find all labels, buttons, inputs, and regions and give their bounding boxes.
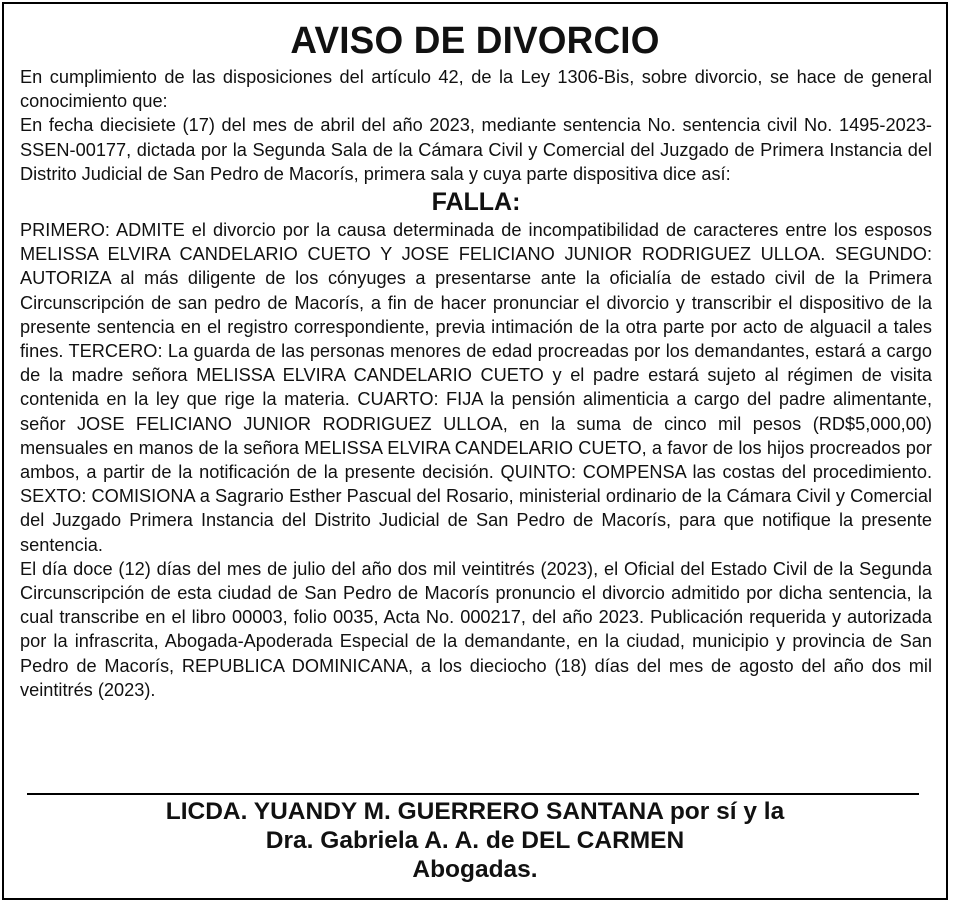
falla-heading: FALLA: [431, 188, 521, 217]
sentence-paragraph: En fecha diecisiete (17) del mes de abril del año 2023, mediante sentencia No. sentencia civil No. 1495-2023-SSEN-00177, dictada por la Segunda Sala de la Cámara Civil y Comercial del Juzgado de Primera Instancia del Distrito Judicial de San Pedro de Macorís, primera sala y cuya parte dispositiva dice así: [20, 115, 932, 184]
closing-paragraph: El día doce (12) días del mes de julio del año dos mil veintitrés (2023), el Oficial del Estado Civil de la Segunda Circunscripción de esta ciudad de San Pedro de Macorís pronuncio el divorcio admitido por dicha sentencia, la cual transcribe en el libro 00003, folio 0035, Acta No. 000217, del año 2023. Publicación requerida y autorizada por la infrascrita, Abogada-Apoderada Especial de la demandante, en la ciudad, municipio y provincia de San Pedro de Macorís, REPUBLICA DOMINICANA, a los dieciocho (18) días del mes de agosto del año dos mil veintitrés (2023). [20, 558, 932, 700]
signature-line [27, 793, 919, 795]
signature-line-3: Abogadas. [412, 856, 538, 883]
intro-paragraph: En cumplimiento de las disposiciones del artículo 42, de la Ley 1306-Bis, sobre divorcio, se hace de general conocimiento que: [20, 67, 932, 112]
signature-block [0, 797, 950, 884]
notice-body [20, 65, 932, 702]
signature-line-1: LICDA. YUANDY M. GUERRERO SANTANA por sí y la [165, 798, 785, 825]
notice-title: AVISO DE DIVORCIO [290, 20, 660, 62]
falla-paragraph: PRIMERO: ADMITE el divorcio por la causa determinada de incompatibilidad de caracteres entre los esposos MELISSA ELVIRA CANDELARIO CUETO Y JOSE FELICIANO JUNIOR RODRIGUEZ ULLOA. SEGUNDO: AUTORIZA al más diligente de los cónyuges a presentarse ante la oficialía de estado civil de la Primera Circunscripción de san pedro de Macorís, a fin de hacer pronunciar el divorcio y transcribir el dispositivo de la presente sentencia en el registro correspondiente, previa intimación de la otra parte por acto de alguacil a tales fines. TERCERO: La guarda de las personas menores de edad procreadas por los demandantes, estará a cargo de la madre señora MELISSA ELVIRA CANDELARIO CUETO y el padre estará sujeto al régimen de visita contenida en la ley que rige la materia. CUARTO: FIJA la pensión alimenticia a cargo del padre alimentante, señor JOSE FELICIANO JUNIOR RODRIGUEZ ULLOA, en la suma de cinco mil pesos (RD$5,000,00) mensuales en manos de la señora MELISSA ELVIRA CANDELARIO CUETO, a favor de los hijos procreados por ambos, a partir de la notificación de la presente decisión. QUINTO: COMPENSA las costas del procedimiento. SEXTO: COMISIONA a Sagrario Esther Pascual del Rosario, ministerial ordinario de la Cámara Civil y Comercial del Juzgado Primera Instancia del Distrito Judicial de San Pedro de Macorís, para que notifique la presente sentencia. [20, 220, 932, 555]
signature-line-2: Dra. Gabriela A. A. de DEL CARMEN [265, 827, 685, 854]
